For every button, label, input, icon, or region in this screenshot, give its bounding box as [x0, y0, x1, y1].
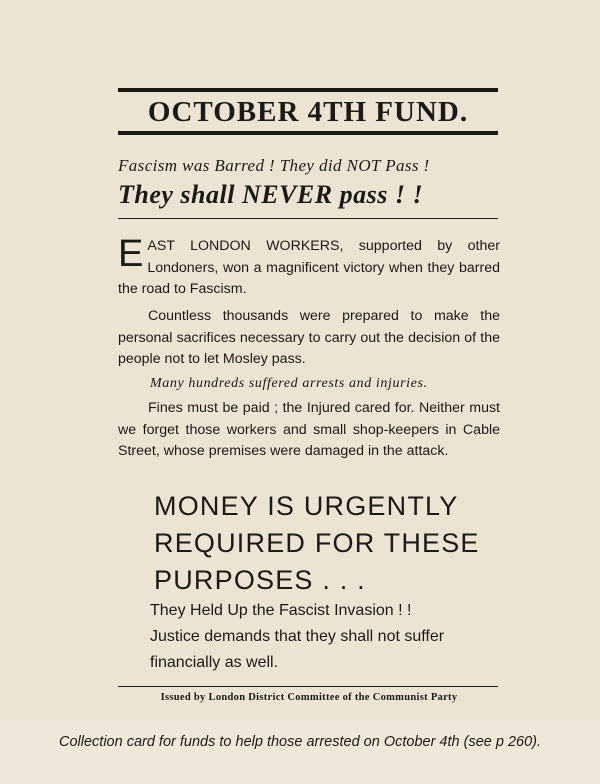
money-line-3: PURPOSES . . .: [154, 565, 366, 595]
subtitle-rule: [118, 218, 498, 219]
issued-by: Issued by London District Committee of the Communist Party: [160, 692, 458, 703]
money-line-1: MONEY IS URGENTLY: [154, 491, 459, 521]
paragraph-1-text: AST LONDON WORKERS, supported by other Londoners, won a magnificent victory when they barred the road to Fascism.: [118, 238, 500, 297]
arrests-injuries-line: Many hundreds suffered arrests and injuries.: [150, 376, 428, 391]
closing-line-1: They Held Up the Fascist Invasion ! !: [150, 602, 412, 619]
drop-cap: E: [118, 233, 144, 275]
paragraph-countless-thousands: Countless thousands were prepared to make the personal sacrifices necessary to carry out the decision of the people not to let Mosley pass.: [118, 308, 500, 367]
heading-underline: [118, 131, 498, 135]
closing-line-2: Justice demands that they shall not suffer: [150, 628, 445, 645]
paragraph-fines: Fines must be paid ; the Injured cared for. Neither must we forget those workers and small shop-keepers in Cable Street, whose premises were damaged in the attack.: [118, 400, 500, 459]
figure-caption: Collection card for funds to help those arrested on October 4th (see p 260).: [59, 734, 541, 750]
subtitle-fascism-barred: Fascism was Barred ! They did NOT Pass !: [118, 156, 430, 175]
top-rule: [118, 88, 498, 92]
money-line-2: REQUIRED FOR THESE: [154, 528, 480, 558]
money-appeal: [154, 488, 502, 599]
fund-heading: OCTOBER 4TH FUND.: [147, 96, 469, 128]
paragraph-east-london-workers: [118, 233, 500, 301]
subtitle-never-pass: They shall NEVER pass ! !: [118, 180, 424, 209]
footer-rule: [118, 686, 498, 687]
closing-line-3: financially as well.: [150, 654, 279, 671]
